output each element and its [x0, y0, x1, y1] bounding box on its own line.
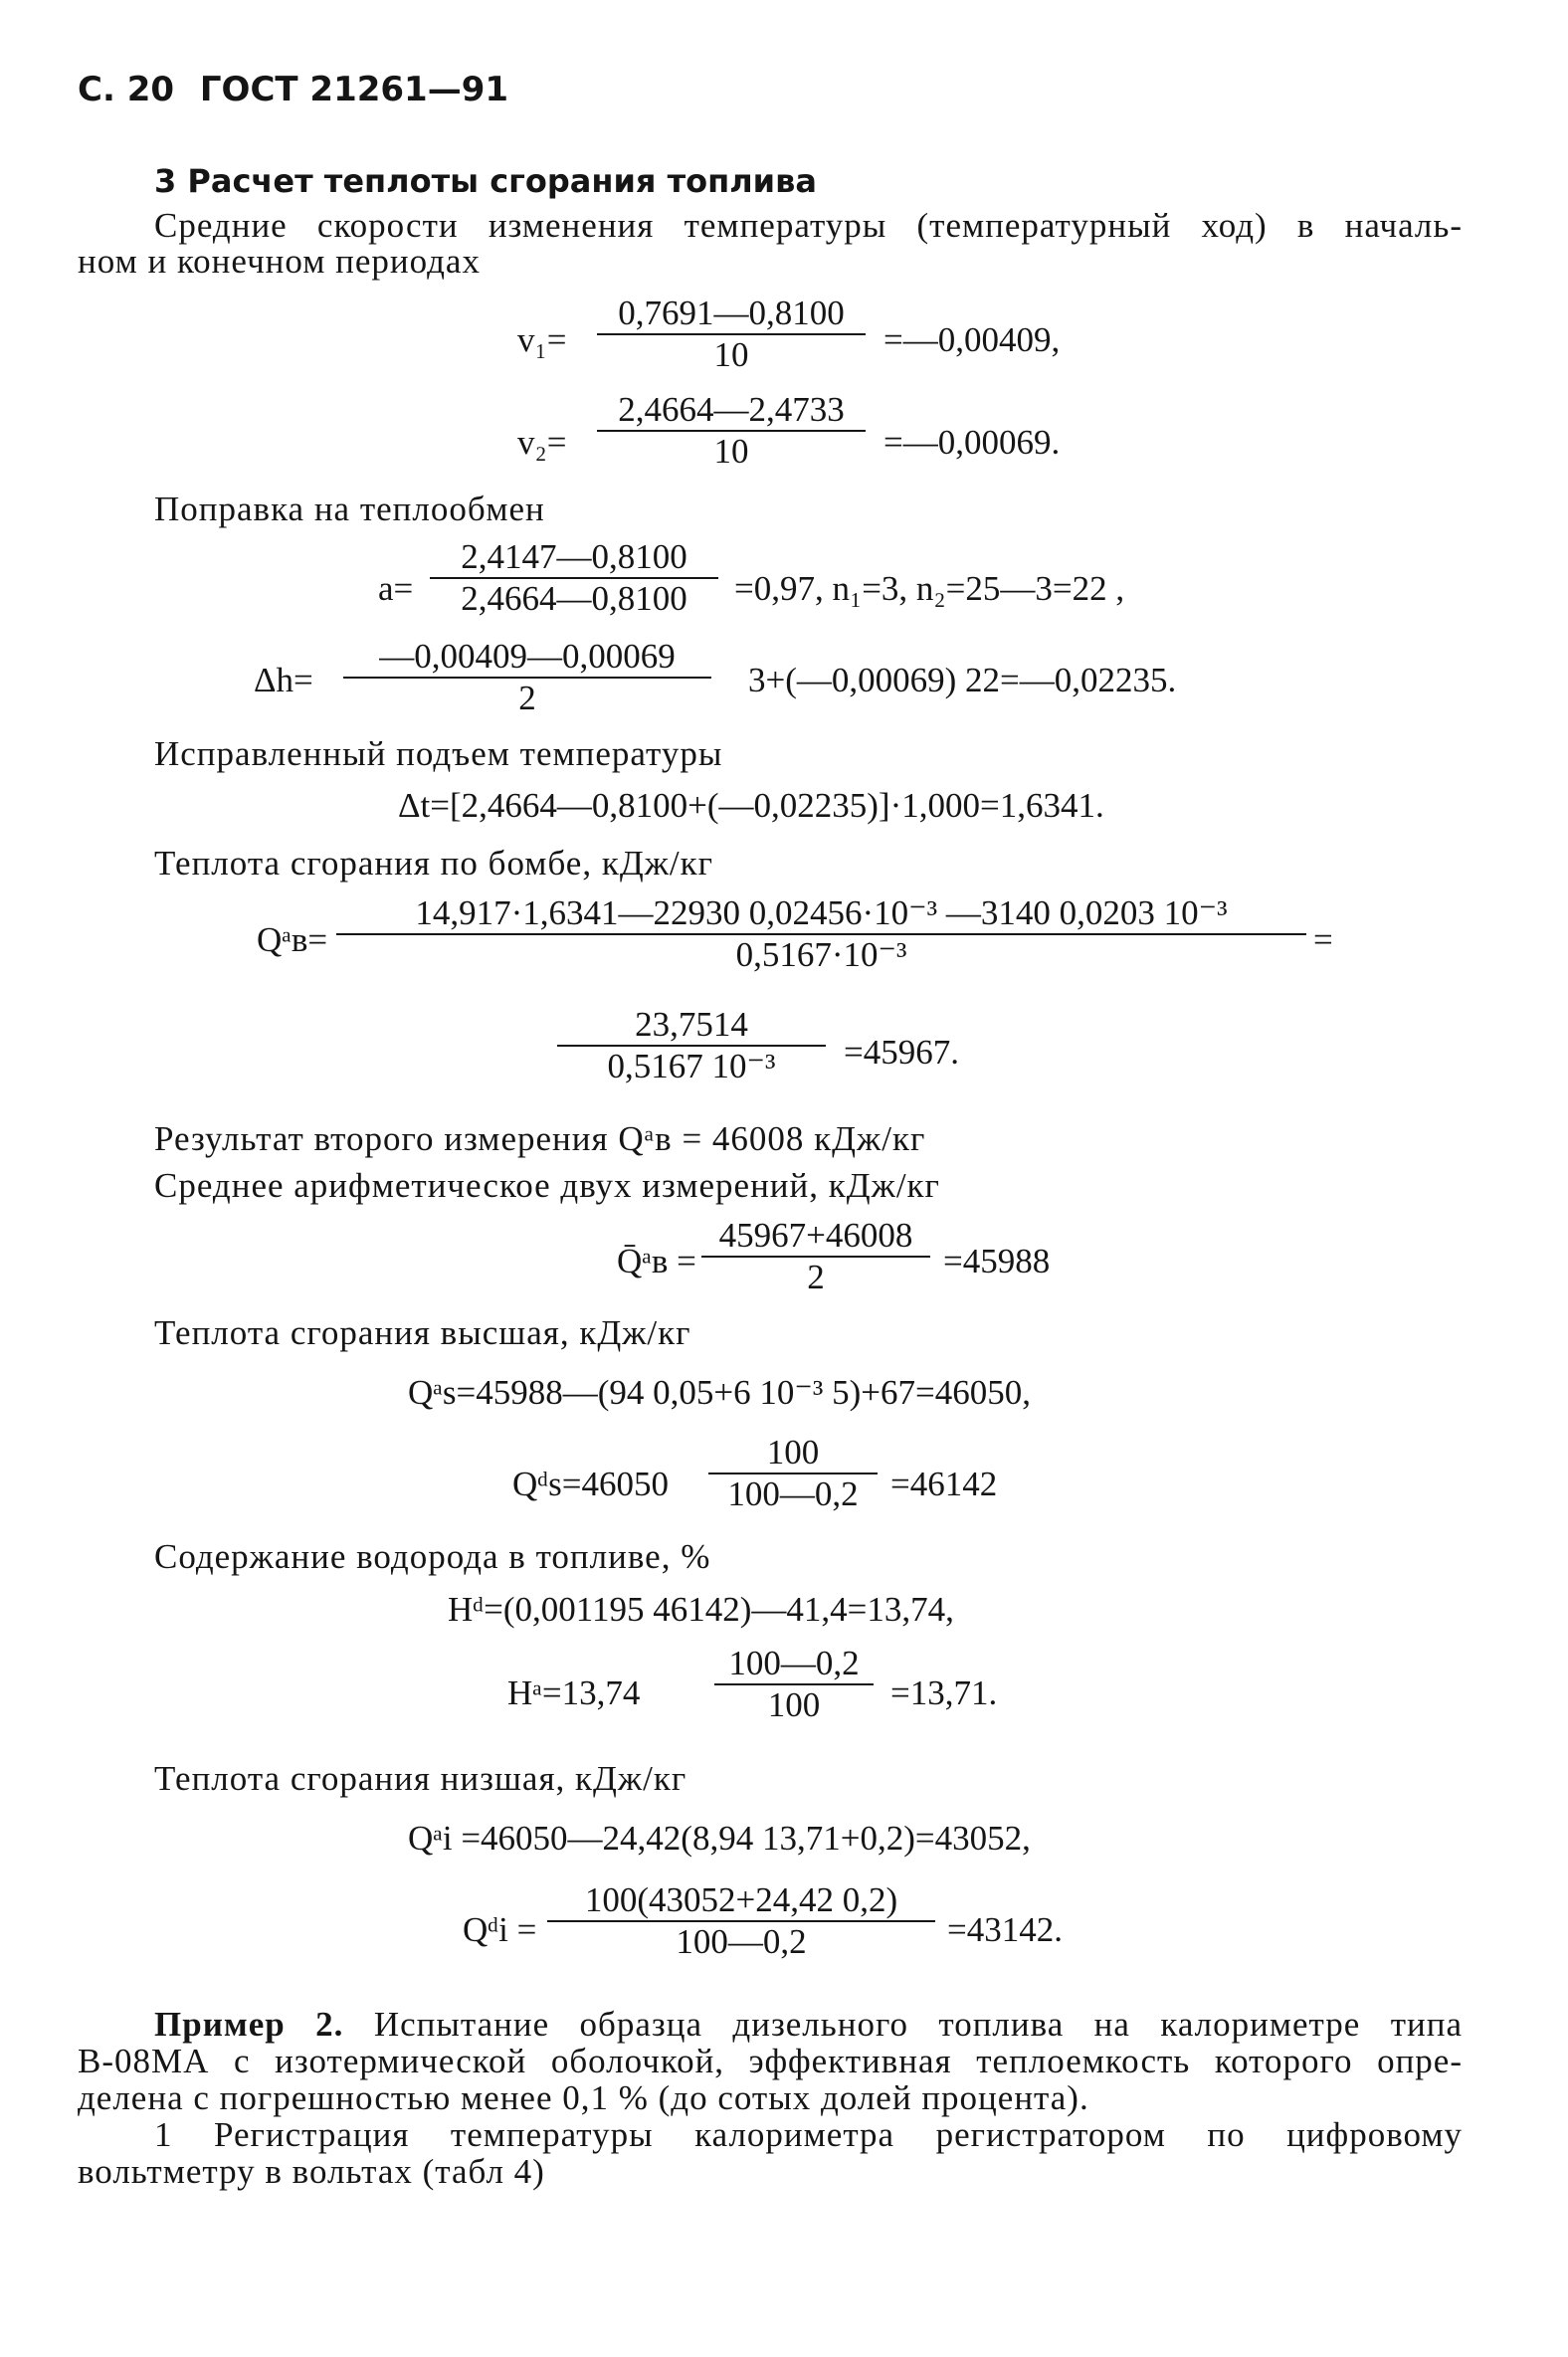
- mean-result: =45988: [943, 1242, 1051, 1280]
- v1-fraction: [597, 294, 866, 375]
- a-fraction: [430, 537, 718, 619]
- dh-fraction: [343, 637, 711, 718]
- example2-item1-line-2: вольтметру в вольтах (табл 4): [78, 2152, 545, 2191]
- v2-lhs: v₂=: [517, 423, 567, 462]
- intro-line-2: ном и конечном периодах: [78, 242, 481, 281]
- intro-line-1: Средние скорости изменения температуры (температурный ход) в началь-: [154, 206, 1463, 245]
- a-lhs: a=: [378, 569, 414, 608]
- bomb-heat-numerator-2: 23,7514: [635, 1005, 748, 1044]
- mean-label: Среднее арифметическое двух измерений, кДж/кг: [154, 1166, 940, 1205]
- v1-denominator: 10: [597, 333, 866, 375]
- lower-heat-fraction: [547, 1880, 935, 1962]
- bomb-heat-denominator-2: 0,5167 10⁻³: [557, 1045, 826, 1086]
- dh-denominator: 2: [343, 677, 711, 718]
- lower-heat-lhs-2: Qᵈi =: [463, 1910, 537, 1949]
- lower-heat-numerator: 100(43052+24,42 0,2): [584, 1880, 898, 1919]
- example2-item1-line-1: 1 Регистрация температуры калориметра регистратором по цифровому: [154, 2115, 1463, 2154]
- higher-heat-numerator: 100: [766, 1433, 820, 1472]
- mean-numerator: 45967+46008: [718, 1216, 913, 1255]
- example2-line-1-text: Испытание образца дизельного топлива на калориметре типа: [373, 2005, 1464, 2044]
- v1-result: =—0,00409,: [883, 320, 1061, 359]
- mean-denominator: 2: [701, 1256, 930, 1297]
- lower-heat-label: Теплота сгорания низшая, кДж/кг: [154, 1759, 687, 1798]
- v1-numerator: 0,7691—0,8100: [618, 294, 845, 332]
- heat-exchange-label: Поправка на теплообмен: [154, 490, 545, 528]
- example2-line-1: [154, 2005, 1463, 2045]
- bomb-heat-fraction: [336, 893, 1306, 975]
- a-numerator: 2,4147—0,8100: [461, 537, 687, 576]
- hydrogen-lhs-2: Hᵃ=13,74: [507, 1673, 641, 1712]
- mean-lhs: Q̄ᵃв =: [617, 1242, 696, 1280]
- corrected-rise-label: Исправленный подъем температуры: [154, 734, 723, 773]
- corrected-rise-formula: Δt=[2,4664—0,8100+(—0,02235)]·1,000=1,6341.: [398, 786, 1104, 825]
- bomb-heat-eq: =: [1313, 920, 1333, 959]
- bomb-heat-lhs: Qᵃв=: [257, 920, 328, 959]
- v2-denominator: 10: [597, 430, 866, 472]
- hydrogen-numerator: 100—0,2: [728, 1644, 860, 1682]
- example2-line-3: делена с погрешностью менее 0,1 % (до сотых долей процента).: [78, 2078, 1089, 2117]
- bomb-heat-label: Теплота сгорания по бомбе, кДж/кг: [154, 844, 713, 883]
- hydrogen-label: Содержание водорода в топливе, %: [154, 1537, 711, 1576]
- dh-result: 3+(—0,00069) 22=—0,02235.: [748, 661, 1177, 699]
- v2-numerator: 2,4664—2,4733: [618, 390, 845, 429]
- higher-heat-label: Теплота сгорания высшая, кДж/кг: [154, 1313, 691, 1352]
- page-header: [78, 70, 508, 109]
- lower-heat-denominator: 100—0,2: [547, 1920, 935, 1962]
- a-denominator: 2,4664—0,8100: [430, 577, 718, 619]
- dh-numerator: —0,00409—0,00069: [379, 637, 676, 676]
- a-result: =0,97, n₁=3, n₂=25—3=22 ,: [734, 569, 1125, 608]
- second-measurement: Результат второго измерения Qᵃв = 46008 кДж/кг: [154, 1119, 926, 1158]
- higher-heat-fraction: [708, 1433, 878, 1514]
- mean-fraction: [701, 1216, 930, 1297]
- higher-heat-lhs-2: Qᵈs=46050: [512, 1465, 670, 1503]
- bomb-heat-numerator: 14,917·1,6341—22930 0,02456·10⁻³ —3140 0,0203 10⁻³: [415, 893, 1228, 932]
- section-title: 3 Расчет теплоты сгорания топлива: [154, 162, 817, 200]
- page-number: С. 20: [78, 70, 175, 109]
- lower-heat-result-2: =43142.: [947, 1910, 1063, 1949]
- bomb-heat-result: =45967.: [844, 1033, 959, 1072]
- example2-line-2: В-08МА с изотермической оболочкой, эффективная теплоемкость которого опре-: [78, 2042, 1463, 2080]
- bomb-heat-denominator: 0,5167·10⁻³: [336, 933, 1306, 975]
- v2-result: =—0,00069.: [883, 423, 1061, 462]
- example2-lead: Пример 2.: [154, 2005, 344, 2044]
- bomb-heat-fraction-2: [557, 1005, 826, 1086]
- standard-number: ГОСТ 21261—91: [199, 70, 509, 109]
- hydrogen-denominator: 100: [714, 1683, 874, 1725]
- hydrogen-result-2: =13,71.: [890, 1673, 998, 1712]
- v2-fraction: [597, 390, 866, 472]
- hydrogen-fraction: [714, 1644, 874, 1725]
- higher-heat-result-2: =46142: [890, 1465, 998, 1503]
- hydrogen-line-1: Hᵈ=(0,001195 46142)—41,4=13,74,: [448, 1590, 954, 1629]
- dh-lhs: Δh=: [254, 661, 313, 699]
- higher-heat-line-1: Qᵃs=45988—(94 0,05+6 10⁻³ 5)+67=46050,: [408, 1373, 1031, 1412]
- lower-heat-line-1: Qᵃi =46050—24,42(8,94 13,71+0,2)=43052,: [408, 1819, 1031, 1858]
- v1-lhs: v₁=: [517, 320, 567, 359]
- higher-heat-denominator: 100—0,2: [708, 1473, 878, 1514]
